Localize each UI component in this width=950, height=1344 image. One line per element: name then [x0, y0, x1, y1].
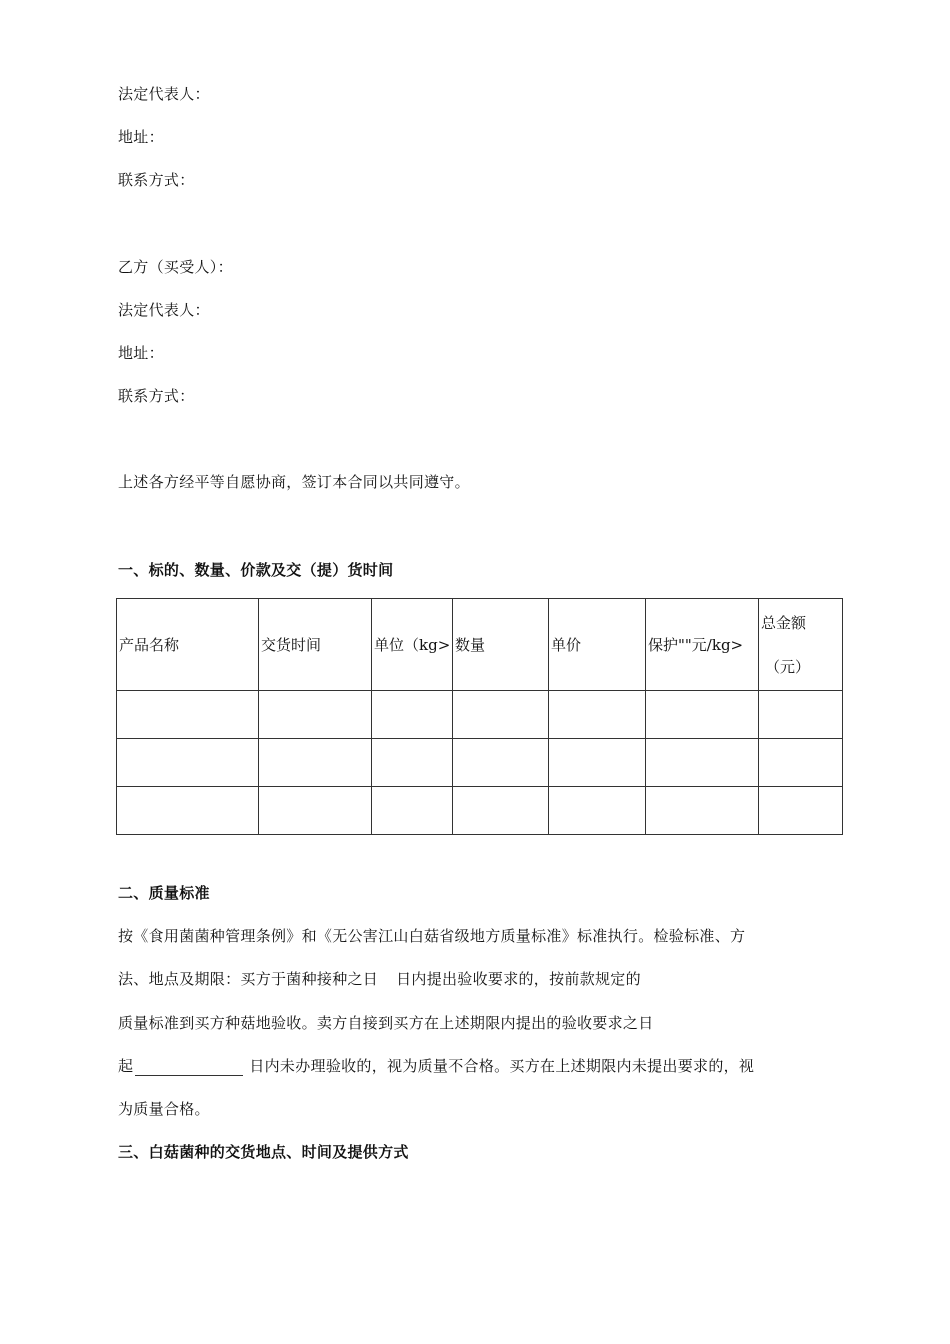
table-header-cell: 产品名称 [117, 599, 259, 691]
party-b-contact-label: 联系方式： [118, 387, 195, 405]
table-cell[interactable] [259, 787, 372, 835]
table-cell[interactable] [117, 691, 259, 739]
party-b-legal-rep-label: 法定代表人： [118, 301, 210, 319]
product-table [116, 598, 843, 835]
text-segment: 起 [118, 1057, 134, 1075]
table-row [117, 691, 843, 739]
party-b-title: 乙方（买受人）： [118, 258, 233, 276]
section2-paragraph-line [118, 1056, 754, 1076]
total-header-line1: 总金额 [761, 613, 807, 632]
text-segment: 日内提出验收要求的，按前款规定的 [396, 970, 641, 988]
total-header-line2: （元） [765, 657, 811, 676]
table-cell[interactable] [117, 787, 259, 835]
intro-paragraph: 上述各方经平等自愿协商，签订本合同以共同遵守。 [118, 473, 470, 491]
table-cell[interactable] [549, 691, 646, 739]
section2-paragraph-line: 为质量合格。 [118, 1100, 210, 1118]
table-header-cell: 数量 [453, 599, 549, 691]
text-segment: 法、地点及期限：买方于菌种接种之日 [118, 970, 379, 988]
table-cell[interactable] [372, 691, 453, 739]
table-cell[interactable] [259, 739, 372, 787]
table-header-cell-total [759, 599, 843, 691]
table-cell[interactable] [759, 787, 843, 835]
table-cell[interactable] [259, 691, 372, 739]
table-row [117, 787, 843, 835]
table-cell[interactable] [372, 739, 453, 787]
table-cell[interactable] [646, 691, 759, 739]
table-header-cell: 保护""元/kg> [646, 599, 759, 691]
section1-heading: 一、标的、数量、价款及交（提）货时间 [118, 561, 394, 579]
table-cell[interactable] [117, 739, 259, 787]
table-cell[interactable] [453, 787, 549, 835]
section3-heading: 三、白菇菌种的交货地点、时间及提供方式 [118, 1143, 409, 1161]
table-cell[interactable] [453, 691, 549, 739]
party-a-contact-label: 联系方式： [118, 171, 195, 189]
table-header-cell: 单位（kg> [372, 599, 453, 691]
party-a-address-label: 地址： [118, 128, 164, 146]
section2-heading: 二、质量标准 [118, 884, 210, 902]
table-cell[interactable] [759, 739, 843, 787]
table-cell[interactable] [549, 739, 646, 787]
table-header-row [117, 599, 843, 691]
section2-paragraph-line [118, 969, 641, 989]
table-row [117, 739, 843, 787]
party-b-address-label: 地址： [118, 344, 164, 362]
party-a-legal-rep-label: 法定代表人： [118, 85, 210, 103]
table-cell[interactable] [646, 787, 759, 835]
table-cell[interactable] [759, 691, 843, 739]
blank-underline-field[interactable] [135, 1059, 243, 1076]
table-header-cell: 交货时间 [259, 599, 372, 691]
table-cell[interactable] [549, 787, 646, 835]
table-header-cell: 单价 [549, 599, 646, 691]
table-cell[interactable] [372, 787, 453, 835]
text-segment: 日内未办理验收的，视为质量不合格。买方在上述期限内未提出要求的，视 [249, 1057, 755, 1075]
table-cell[interactable] [453, 739, 549, 787]
table-cell[interactable] [646, 739, 759, 787]
section2-paragraph-line: 质量标准到买方种菇地验收。卖方自接到买方在上述期限内提出的验收要求之日 [118, 1014, 654, 1032]
section2-paragraph-line: 按《食用菌菌种管理条例》和《无公害江山白菇省级地方质量标准》标准执行。检验标准、方 [118, 927, 746, 945]
